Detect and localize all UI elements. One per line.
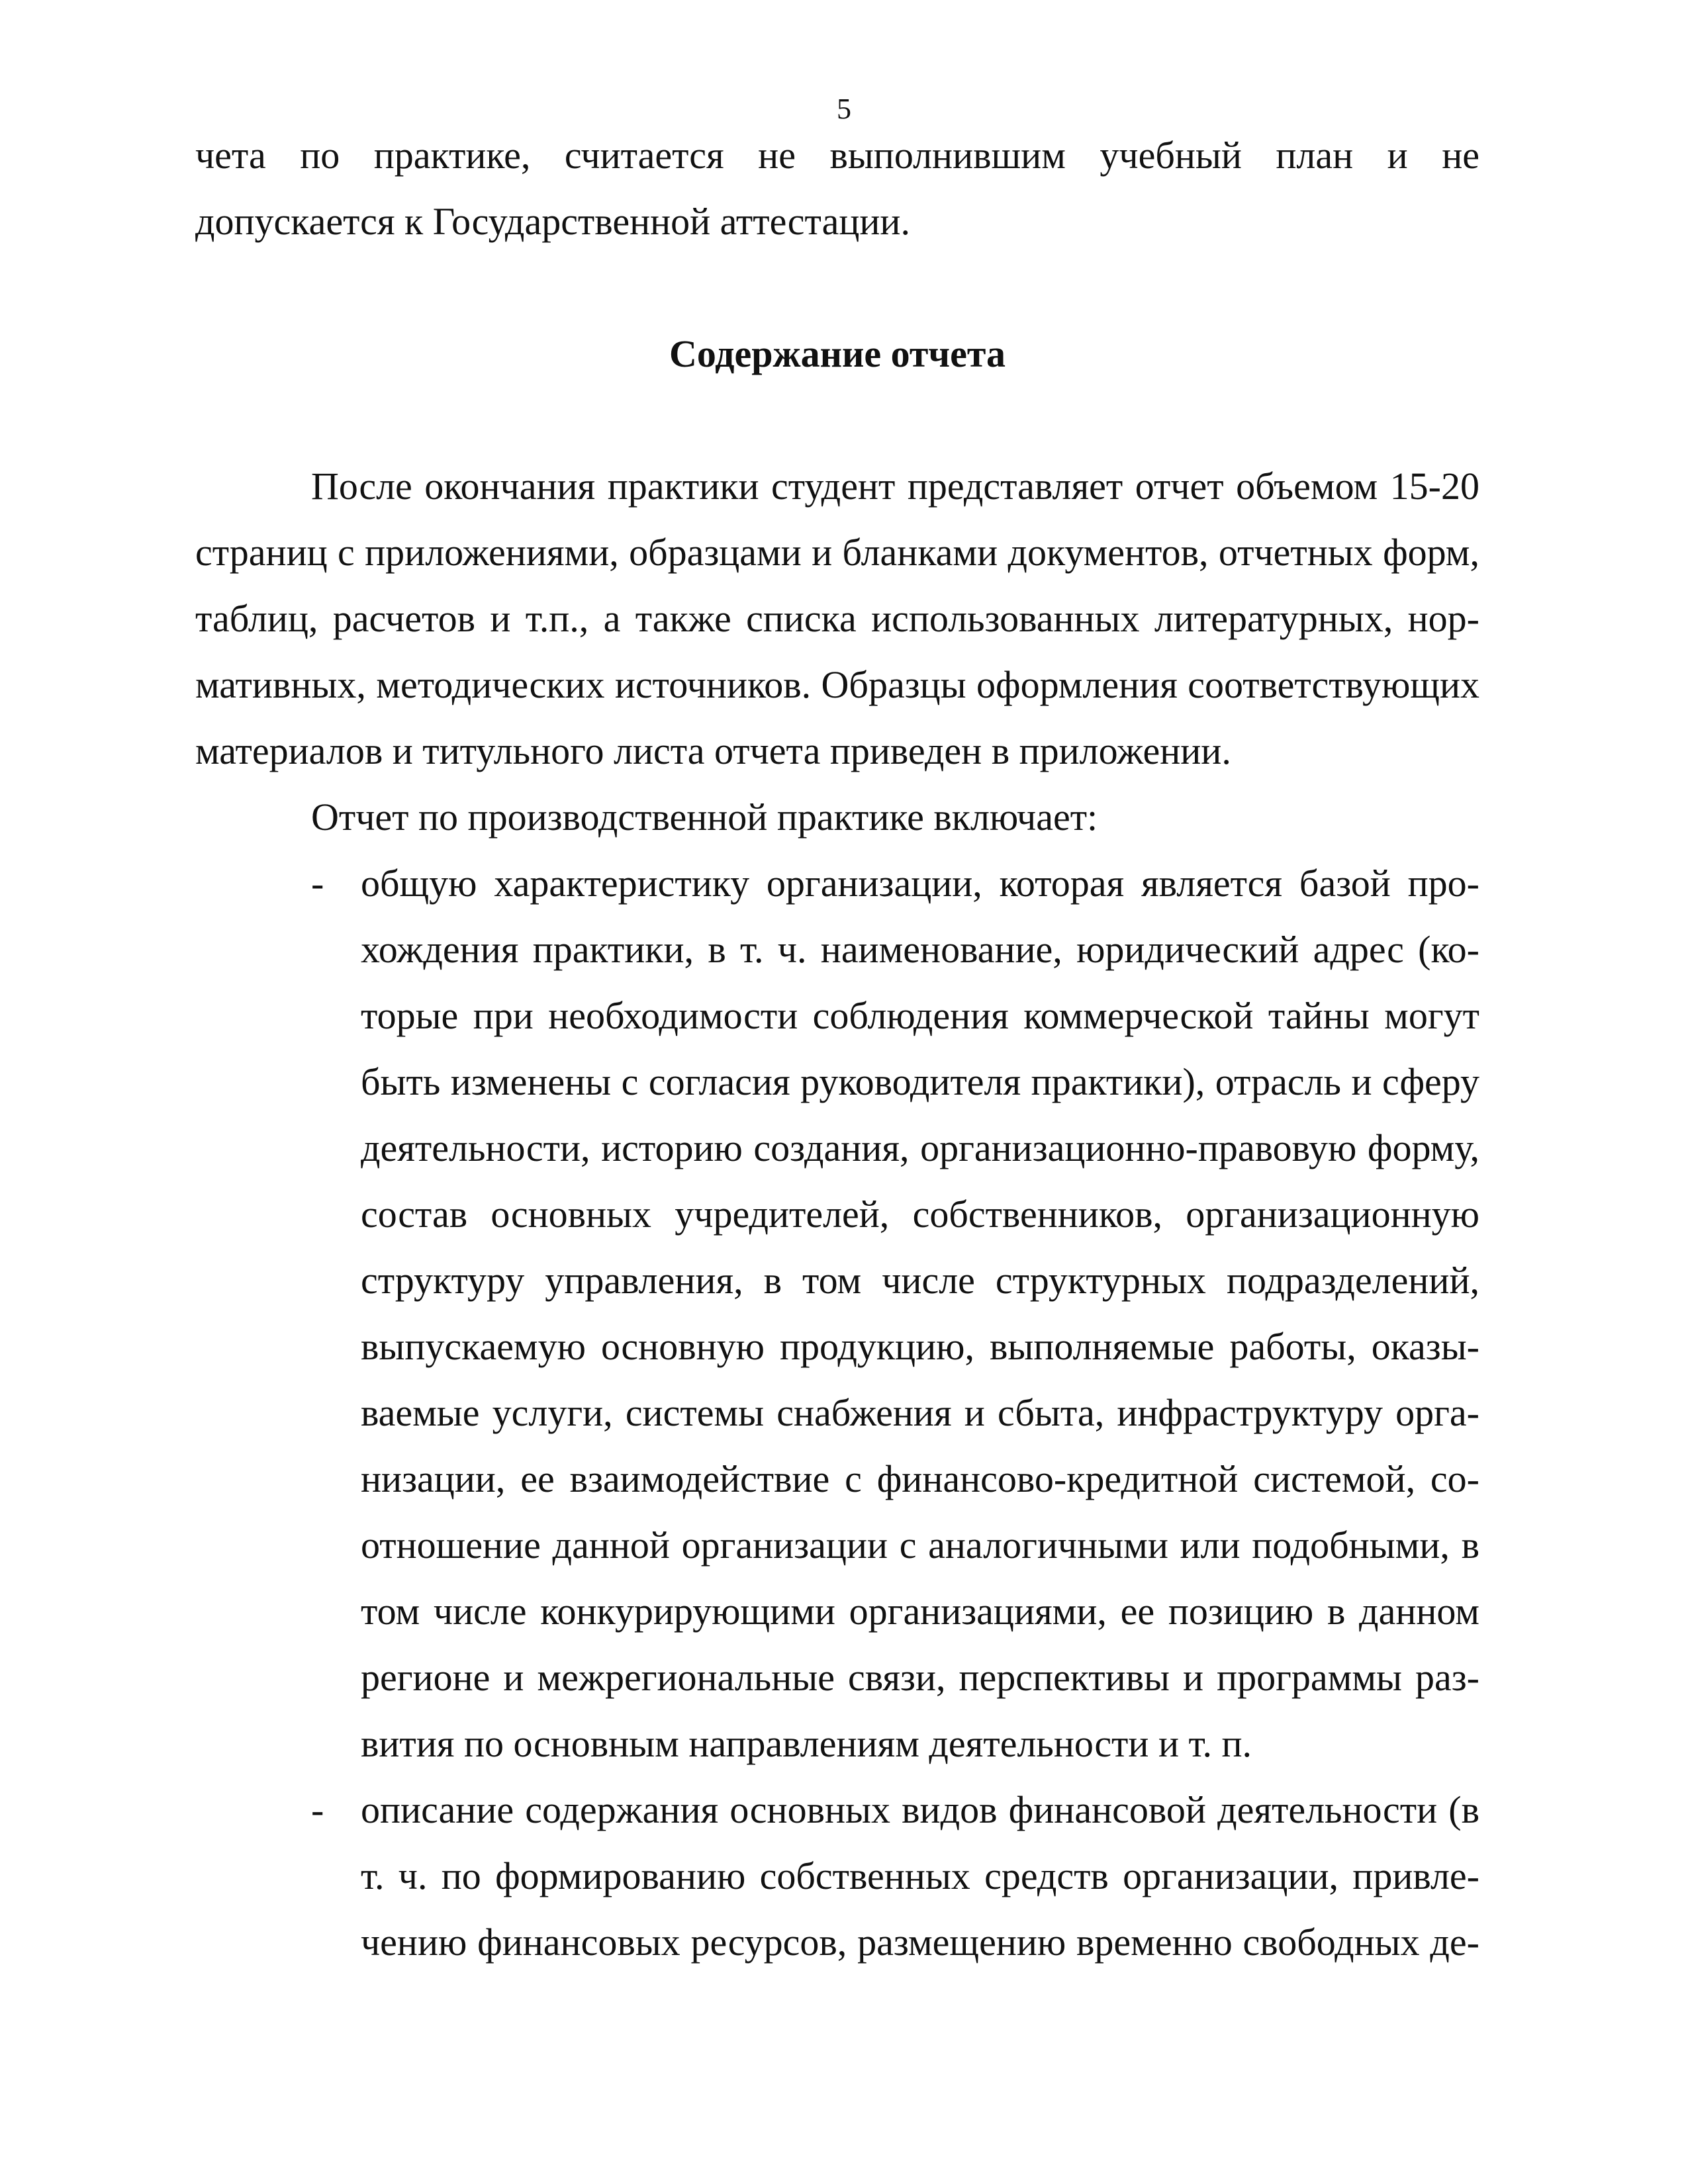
list-item-text: описание содержания основных видов финансовой деятельности (в — [361, 1788, 1479, 1831]
includes-intro: Отчет по производственной практике включает: — [311, 796, 1098, 839]
bullet-list — [195, 850, 1479, 1976]
text-line: деятельности, историю создания, организационно-правовую форму, — [361, 1126, 1479, 1169]
text-line: ваемые услуги, системы снабжения и сбыта, инфраструктуру орга- — [361, 1391, 1479, 1434]
text-line: страниц с приложениями, образцами и бланками документов, отчетных форм, — [195, 531, 1479, 574]
section-heading-block — [195, 321, 1479, 387]
text-line: отношение данной организации с аналогичными или подобными, в — [361, 1524, 1479, 1567]
bullet-dash: - — [311, 1788, 324, 1831]
text-line: том числе конкурирующими организациями, ее позицию в данном — [361, 1590, 1479, 1633]
text-line: мативных, методических источников. Образцы оформления соответствующих — [195, 663, 1479, 706]
text-line: состав основных учредителей, собственников, организационную — [361, 1193, 1479, 1236]
text-line: вития по основным направлениям деятельности и т. п. — [361, 1722, 1252, 1765]
text-line: выпускаемую основную продукцию, выполняемые работы, оказы- — [361, 1325, 1479, 1368]
text-line: чета по практике, считается не выполнившим учебный план и не — [195, 134, 1479, 177]
text-line: низации, ее взаимодействие с финансово-кредитной системой, со- — [361, 1457, 1479, 1500]
text-line: хождения практики, в т. ч. наименование, юридический адрес (ко- — [361, 928, 1479, 971]
page-number: 5 — [837, 93, 851, 125]
list-item — [195, 1777, 1479, 1843]
text-line: допускается к Государственной аттестации. — [195, 200, 910, 243]
text-line: материалов и титульного листа отчета приведен в приложении. — [195, 729, 1231, 772]
text-line: структуру управления, в том числе структурных подразделений, — [361, 1259, 1479, 1302]
list-item — [195, 850, 1479, 917]
text-line: т. ч. по формированию собственных средств организации, привле- — [361, 1854, 1479, 1897]
bullet-dash: - — [311, 862, 324, 905]
section-heading: Содержание отчета — [669, 332, 1006, 375]
text-line: таблиц, расчетов и т.п., а также списка использованных литературных, нор- — [195, 597, 1479, 640]
list-item-text: общую характеристику организации, которая является базой про- — [361, 862, 1479, 905]
text-line: регионе и межрегиональные связи, перспективы и программы раз- — [361, 1656, 1479, 1699]
text-line: торые при необходимости соблюдения коммерческой тайны могут — [361, 994, 1479, 1037]
text-line: быть изменены с согласия руководителя практики), отрасль и сферу — [361, 1060, 1479, 1103]
report-paragraph — [195, 453, 1479, 850]
text-line: чению финансовых ресурсов, размещению временно свободных де- — [361, 1921, 1479, 1964]
intro-continuation — [195, 122, 1479, 255]
text-line: После окончания практики студент представляет отчет объемом 15-20 — [311, 465, 1479, 508]
